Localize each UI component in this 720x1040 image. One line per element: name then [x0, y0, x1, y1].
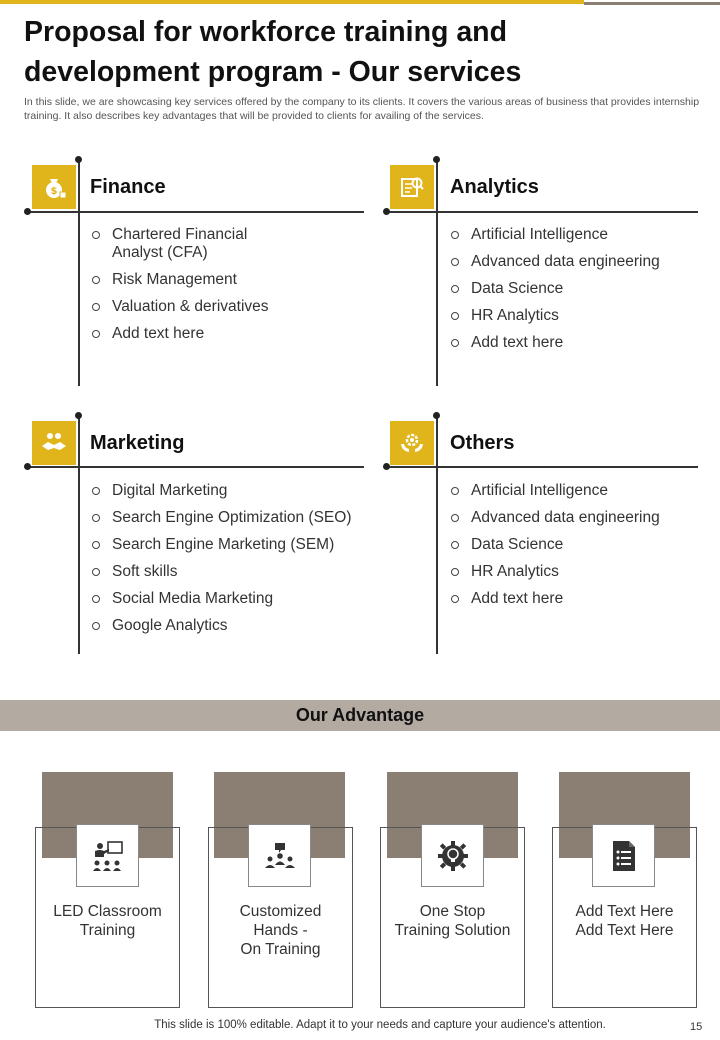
- section-finance-dot-top: [75, 156, 82, 163]
- bullet-icon: [92, 514, 100, 522]
- bullet-icon: [451, 514, 459, 522]
- list-item: Artificial Intelligence: [451, 226, 696, 244]
- section-marketing-horizontal-line: [27, 466, 364, 468]
- list-item: Advanced data engineering: [451, 253, 696, 271]
- section-others-dot-left: [383, 463, 390, 470]
- section-others-vertical-line: [436, 416, 438, 654]
- section-finance-vertical-line: [78, 160, 80, 386]
- section-marketing-dot-left: [24, 463, 31, 470]
- bullet-icon: [92, 276, 100, 284]
- section-analytics-vertical-line: [436, 160, 438, 386]
- bullet-icon: [92, 487, 100, 495]
- page-number: 15: [690, 1021, 703, 1033]
- list-item: Add text here: [451, 590, 696, 608]
- advantage-heading-bar: [0, 700, 720, 731]
- list-item: Data Science: [451, 280, 696, 298]
- list-item: Valuation & derivatives: [92, 298, 352, 316]
- section-analytics-dot-left: [383, 208, 390, 215]
- analytics-report-icon: [390, 165, 434, 209]
- section-finance-dot-left: [24, 208, 31, 215]
- page-title-line-1: Proposal for workforce training and: [24, 16, 507, 48]
- list-item: Google Analytics: [92, 617, 362, 635]
- svg-text:$: $: [50, 186, 58, 197]
- card-label: Customized Hands - On Training: [239, 903, 322, 958]
- list-item: Artificial Intelligence: [451, 482, 696, 500]
- bullet-icon: [92, 303, 100, 311]
- section-marketing-title: Marketing: [90, 432, 185, 454]
- handshake-icon: [32, 421, 76, 465]
- document-checklist-icon: [592, 824, 655, 887]
- list-item: Search Engine Optimization (SEO): [92, 509, 362, 527]
- page-title: [24, 12, 664, 92]
- bullet-icon: [451, 258, 459, 266]
- group-presentation-icon: [248, 824, 311, 887]
- bullet-icon: [92, 541, 100, 549]
- page-title-line-2: development program - Our services: [24, 56, 522, 88]
- money-bag-icon: [32, 165, 76, 209]
- bullet-icon: [92, 231, 100, 239]
- section-marketing-dot-top: [75, 412, 82, 419]
- advantage-heading: Our Advantage: [295, 705, 425, 725]
- list-item: Risk Management: [92, 271, 352, 289]
- section-analytics-dot-top: [433, 156, 440, 163]
- list-item: Data Science: [451, 536, 696, 554]
- list-item: HR Analytics: [451, 307, 696, 325]
- list-item: HR Analytics: [451, 563, 696, 581]
- bullet-icon: [451, 487, 459, 495]
- bullet-icon: [92, 568, 100, 576]
- list-item: Advanced data engineering: [451, 509, 696, 527]
- classroom-teacher-icon: [76, 824, 139, 887]
- list-item: Add text here: [92, 325, 352, 343]
- list-item: Social Media Marketing: [92, 590, 362, 608]
- section-analytics-horizontal-line: [386, 211, 698, 213]
- bullet-icon: [451, 595, 459, 603]
- footer-note: This slide is 100% editable. Adapt it to your needs and capture your audience's attention.: [154, 1019, 606, 1031]
- section-marketing-vertical-line: [78, 416, 80, 654]
- section-others-dot-top: [433, 412, 440, 419]
- bullet-icon: [451, 285, 459, 293]
- bullet-icon: [451, 541, 459, 549]
- gear-hands-icon: [390, 421, 434, 465]
- list-item: Add text here: [451, 334, 696, 352]
- bullet-icon: [451, 568, 459, 576]
- card-label: One Stop Training Solution: [394, 903, 511, 939]
- section-marketing-list: [92, 482, 362, 644]
- gear-bulb-icon: [421, 824, 484, 887]
- bullet-icon: [92, 622, 100, 630]
- page-subtitle: In this slide, we are showcasing key services offered by the company to its clients. It covers the various areas of business that provides internship training. It also describes key advantages that will be provided to clients for availing of the services.: [24, 96, 700, 122]
- section-finance-list: [92, 226, 352, 352]
- section-others-horizontal-line: [386, 466, 698, 468]
- list-item: Search Engine Marketing (SEM): [92, 536, 362, 554]
- section-analytics-list: [451, 226, 696, 361]
- section-others-list: [451, 482, 696, 617]
- top-accent-bar-gold: [0, 0, 584, 4]
- card-label: Add Text Here Add Text Here: [575, 903, 674, 939]
- bullet-icon: [451, 339, 459, 347]
- section-finance-title: Finance: [90, 176, 166, 198]
- list-item: Digital Marketing: [92, 482, 362, 500]
- bullet-icon: [451, 312, 459, 320]
- bullet-icon: [92, 330, 100, 338]
- top-accent-bar-gray: [584, 2, 720, 5]
- bullet-icon: [451, 231, 459, 239]
- card-label: LED Classroom Training: [53, 903, 162, 939]
- section-finance-horizontal-line: [27, 211, 364, 213]
- bullet-icon: [92, 595, 100, 603]
- list-item: Soft skills: [92, 563, 362, 581]
- section-others-title: Others: [450, 432, 515, 454]
- list-item: Chartered Financial Analyst (CFA): [92, 226, 352, 262]
- section-analytics-title: Analytics: [450, 176, 539, 198]
